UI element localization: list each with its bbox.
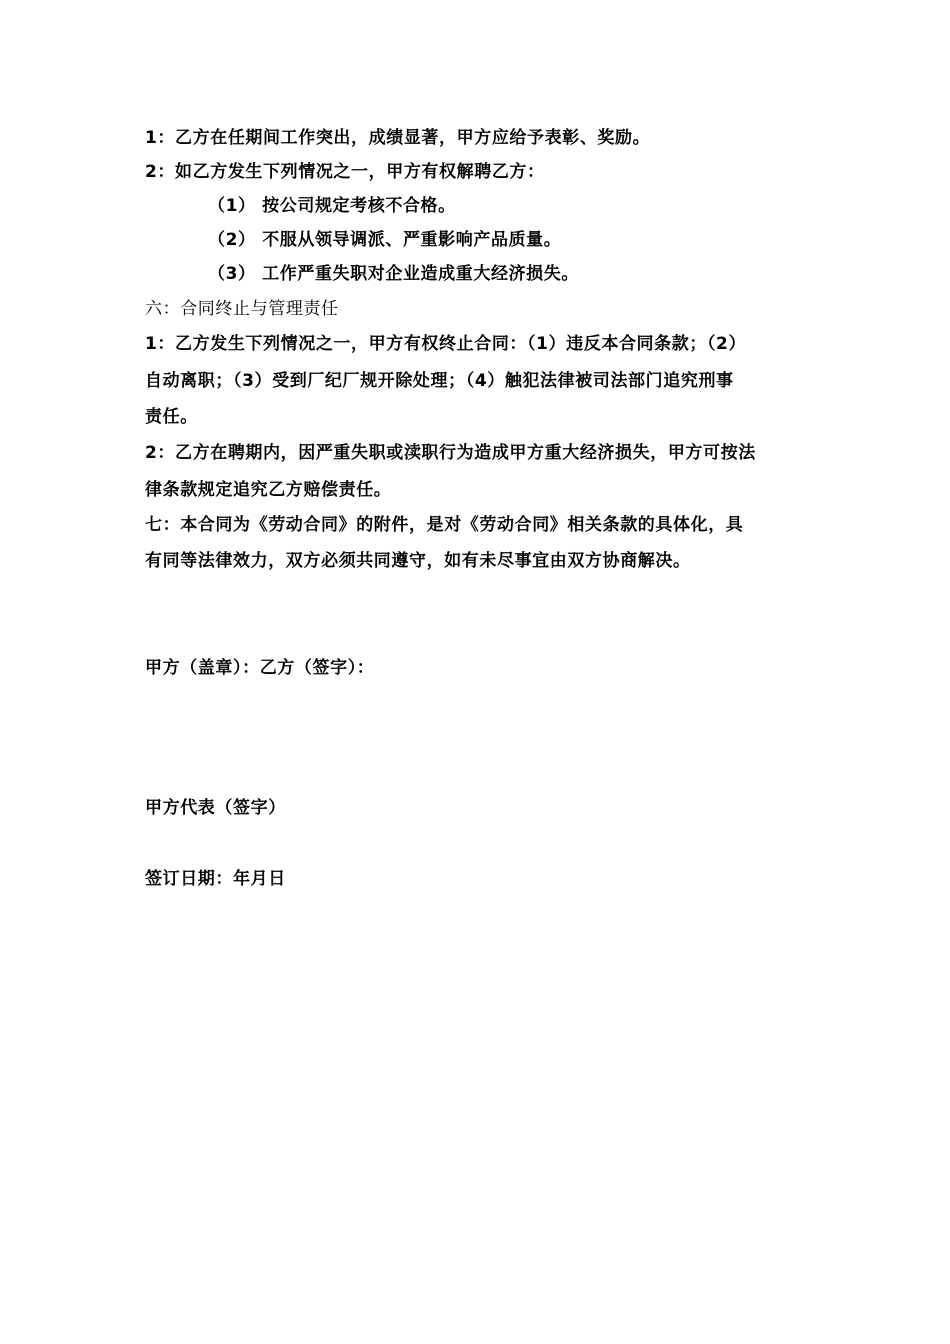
section-7-line-2: 有同等法律效力，双方必须共同遵守，如有未尽事宜由双方协商解决。 [145, 551, 691, 571]
section-6-item-2-line-2: 律条款规定追究乙方赔偿责任。 [145, 480, 392, 500]
sub-item-3: （3） 工作严重失职对企业造成重大经济损失。 [208, 264, 579, 284]
section-6-item-1-line-1: 1：乙方发生下列情况之一，甲方有权终止合同：（1）违反本合同条款；（2） [145, 334, 747, 354]
signature-line: 甲方（盖章）：乙方（签字）： [145, 658, 375, 678]
section-6-item-2-line-1: 2：乙方在聘期内，因严重失职或渎职行为造成甲方重大经济损失，甲方可按法 [145, 443, 756, 463]
sign-date: 签订日期：年月日 [145, 869, 286, 889]
section-6-item-1-line-2: 自动离职；（3）受到厂纪厂规开除处理；（4）触犯法律被司法部门追究刑事 [145, 371, 734, 391]
section-7-line-1: 七：本合同为《劳动合同》的附件，是对《劳动合同》相关条款的具体化，具 [145, 515, 744, 535]
representative-signature: 甲方代表（签字） [145, 798, 286, 818]
section-6-item-1-line-3: 责任。 [145, 407, 198, 427]
clause-item-1: 1：乙方在任期间工作突出，成绩显著，甲方应给予表彰、奖励。 [145, 128, 651, 148]
sub-item-1: （1） 按公司规定考核不合格。 [208, 196, 456, 216]
section-6-title: 六：合同终止与管理责任 [145, 299, 339, 319]
sub-item-2: （2） 不服从领导调派、严重影响产品质量。 [208, 230, 562, 250]
clause-item-2: 2：如乙方发生下列情况之一，甲方有权解聘乙方： [145, 162, 545, 182]
